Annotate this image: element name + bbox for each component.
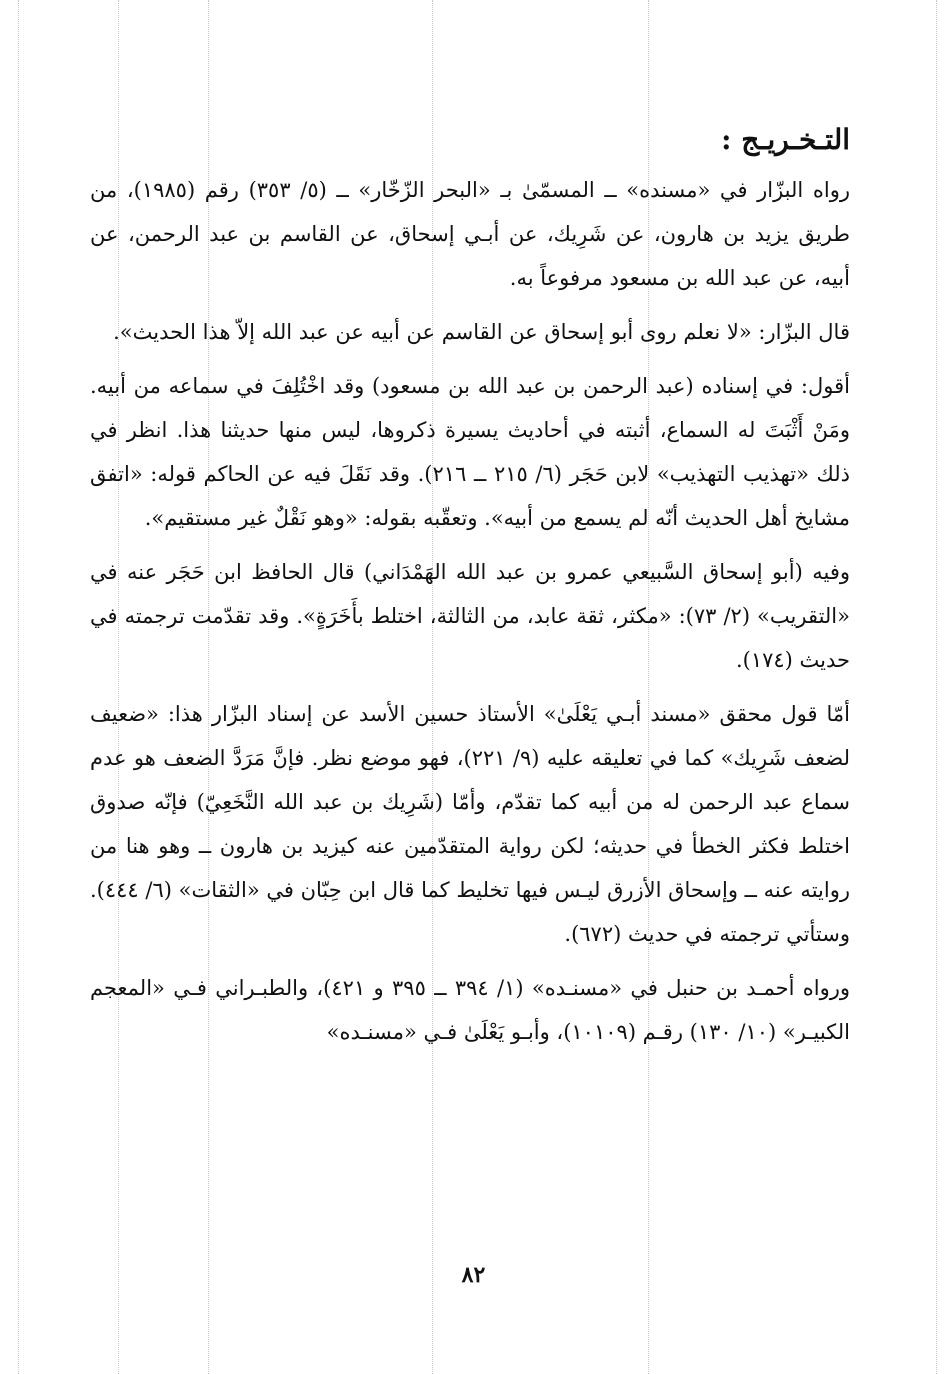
paragraph: ورواه أحمـد بن حنبل في «مسنـده» (١/ ٣٩٤ ــ ٣٩٥ و ٤٢١)، والطبـراني فـي «المعجم الكبيـر» (١٠/ ١٣٠) رقـم (١٠١٠٩)، وأبـو يَعْلَىٰ فـي «مسنـده» bbox=[90, 976, 851, 1044]
page-number: ٨٢ bbox=[461, 1262, 486, 1288]
scan-artifact-line bbox=[936, 0, 937, 1374]
paragraph: وفيه (أبو إسحاق السَّبيعي عمرو بن عبد الله الهَمْدَاني) قال الحافظ ابن حَجَر عنه في «التقريب» (٢/ ٧٣): «مكثر، ثقة عابد، من الثالثة، اختلط بأَخَرَةٍ». وقد تقدّمت ترجمته في حديث (١٧٤). bbox=[90, 560, 850, 672]
paragraph: أمّا قول محقق «مسند أبـي يَعْلَىٰ» الأستاذ حسين الأسد عن إسناد البزّار هذا: «ضعيف لضعف شَرِيك» كما في تعليقه عليه (٩/ ٢٢١)، فهو موضع نظر. فإنَّ مَرَدَّ الضعف هو عدم سماع عبد الرحمن له من أبيه كما تقدّم، وأمّا (شَرِيك بن عبد الله النَّخَعِيّ) فإنّه صدوق اختلط فكثر الخطأ في حديثه؛ لكن رواية المتقدّمين عنه كيزيد بن هارون ــ وهو هنا من روايته عنه ــ وإسحاق الأزرق ليـس فيها تخليط كما قال ابن حِبّان في «الثقات» (٦/ ٤٤٤). وستأتي ترجمته في حديث (٦٧٢). bbox=[90, 702, 850, 946]
main-text bbox=[90, 118, 850, 1064]
paragraph: رواه البزّار في «مسنده» ــ المسمّىٰ بـ «البحر الزّخّار» ــ (٥/ ٣٥٣) رقم (١٩٨٥)، من طريق يزيد بن هارون، عن شَرِيك، عن أبـي إسحاق، عن القاسم بن عبد الرحمن، عن أبيه، عن عبد الله بن مسعود مرفوعاً به. bbox=[90, 178, 850, 290]
paragraph: قال البزّار: «لا نعلم روى أبو إسحاق عن القاسم عن أبيه عن عبد الله إلاّ هذا الحديث». bbox=[113, 320, 850, 344]
section-heading: التـخـريـج : bbox=[721, 123, 850, 156]
paragraph: أقول: في إسناده (عبد الرحمن بن عبد الله بن مسعود) وقد اخْتُلِفَ في سماعه من أبيه. ومَنْ أَثْبَتَ له السماع، أثبته في أحاديث يسيرة ذكروها، ليس منها حديثنا هذا. انظر في ذلك «تهذيب التهذيب» لابن حَجَر (٦/ ٢١٥ ــ ٢١٦). وقد نَقَلَ فيه عن الحاكم قوله: «اتفق مشايخ أهل الحديث أنّه لم يسمع من أبيه». وتعقّبه بقوله: «وهو نَقْلٌ غير مستقيم». bbox=[90, 374, 851, 530]
scan-artifact-line bbox=[18, 0, 19, 1374]
